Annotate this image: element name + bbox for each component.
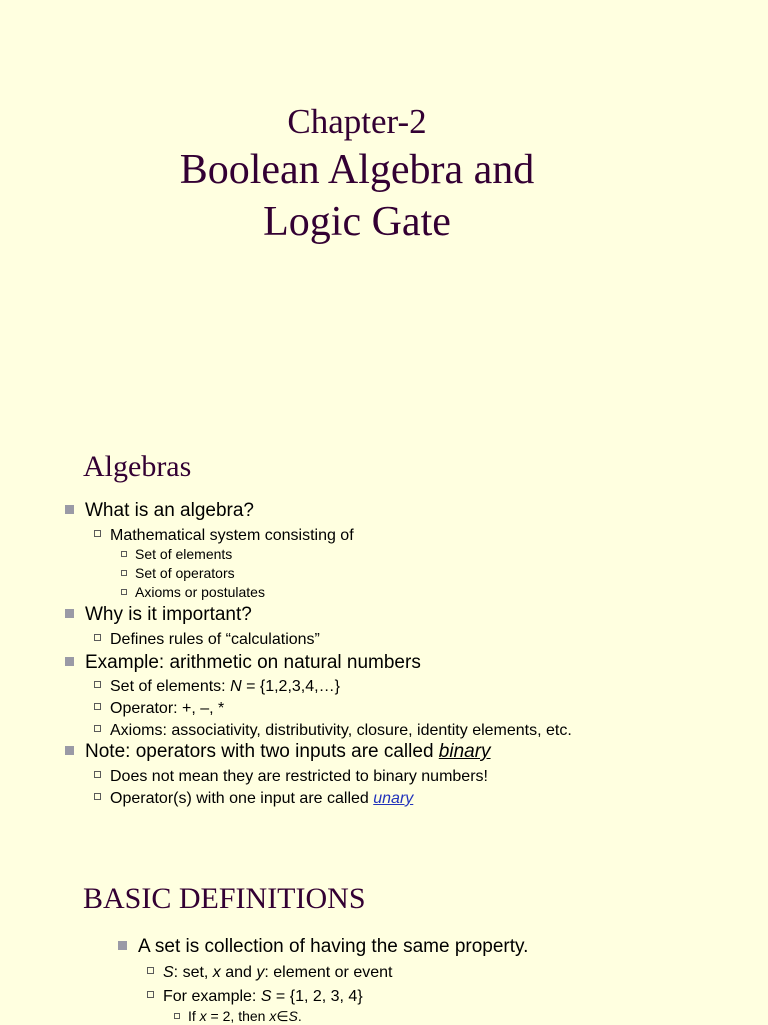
question-why-important: Why is it important?: [85, 604, 252, 625]
sub-item-set-of-elements-n: Set of elements: N = {1,2,3,4,…}: [110, 678, 340, 695]
hollow-square-bullet-icon: [147, 991, 154, 998]
sub-sub-item-axioms: Axioms or postulates: [135, 584, 265, 600]
sub-sub-item-set-of-operators: Set of operators: [135, 565, 235, 581]
chapter-title-line-1: Boolean Algebra and: [179, 147, 535, 193]
sub-item-unary-operators: Operator(s) with one input are called unary: [110, 790, 414, 807]
hollow-square-bullet-icon: [94, 681, 101, 688]
sub-item-math-system: Mathematical system consisting of: [110, 527, 354, 544]
chapter-title-line-2: Logic Gate: [263, 199, 451, 245]
algebras-heading: Algebras: [83, 450, 192, 483]
sub-sub-item-membership: If x = 2, then x∈S.: [188, 1008, 302, 1024]
basic-definitions-heading: BASIC DEFINITIONS: [83, 882, 366, 915]
sub-item-set-notation: S: set, x and y: element or event: [163, 964, 393, 981]
hollow-square-bullet-icon: [94, 634, 101, 641]
hollow-square-bullet-icon: [94, 793, 101, 800]
square-bullet-icon: [65, 657, 74, 666]
hollow-square-bullet-icon: [94, 530, 101, 537]
sub-item-not-restricted: Does not mean they are restricted to binary numbers!: [110, 768, 488, 785]
chapter-label: Chapter-2: [287, 102, 427, 141]
example-arithmetic: Example: arithmetic on natural numbers: [85, 652, 421, 673]
sub-item-set-example: For example: S = {1, 2, 3, 4}: [163, 988, 363, 1005]
unary-link[interactable]: unary: [373, 790, 414, 807]
hollow-square-bullet-icon: [94, 725, 101, 732]
set-definition: A set is collection of having the same property.: [138, 936, 529, 957]
title-slide: [0, 100, 714, 248]
hollow-square-bullet-icon: [94, 771, 101, 778]
sub-item-defines-rules: Defines rules of “calculations”: [110, 631, 320, 648]
square-bullet-icon: [65, 505, 74, 514]
sub-sub-item-set-of-elements: Set of elements: [135, 546, 233, 562]
question-what-is-algebra: What is an algebra?: [85, 500, 254, 521]
hollow-square-bullet-icon: [174, 1013, 180, 1019]
sub-item-axioms-list: Axioms: associativity, distributivity, closure, identity elements, etc.: [110, 722, 572, 739]
sub-item-operators: Operator: +, –, *: [110, 700, 225, 717]
square-bullet-icon: [65, 746, 74, 755]
hollow-square-bullet-icon: [147, 967, 154, 974]
square-bullet-icon: [65, 609, 74, 618]
hollow-square-bullet-icon: [121, 551, 127, 557]
note-binary-operators: Note: operators with two inputs are called binary: [85, 741, 491, 762]
binary-term: binary: [438, 741, 491, 762]
square-bullet-icon: [118, 941, 127, 950]
hollow-square-bullet-icon: [121, 589, 127, 595]
hollow-square-bullet-icon: [121, 570, 127, 576]
hollow-square-bullet-icon: [94, 703, 101, 710]
